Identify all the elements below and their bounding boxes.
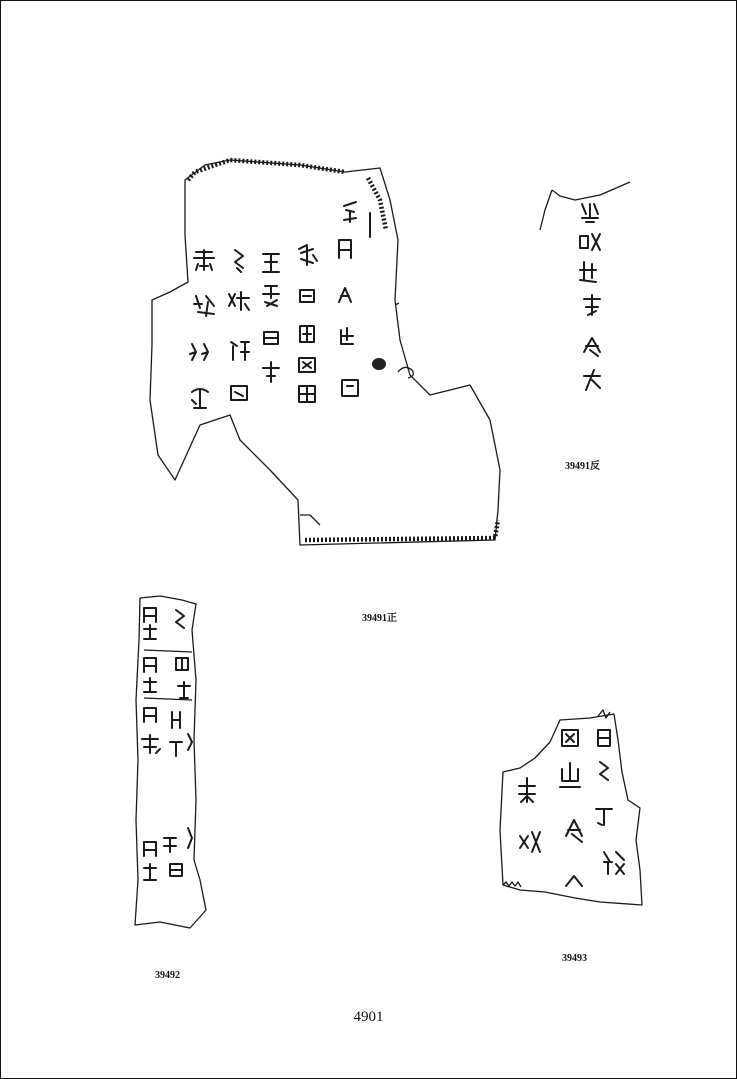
fragment-39491-obverse	[150, 160, 500, 545]
plate-label-39492: 39492	[155, 970, 180, 981]
fragment-39492	[135, 596, 206, 928]
plate-label-39491-reverse: 39491反	[565, 461, 600, 472]
page-number: 4901	[353, 1009, 384, 1025]
plate-label-39493: 39493	[562, 953, 587, 964]
plate-label-39491-obverse: 39491正	[362, 613, 397, 624]
fragment-39493	[500, 710, 642, 905]
fragment-39491-reverse	[540, 182, 630, 390]
